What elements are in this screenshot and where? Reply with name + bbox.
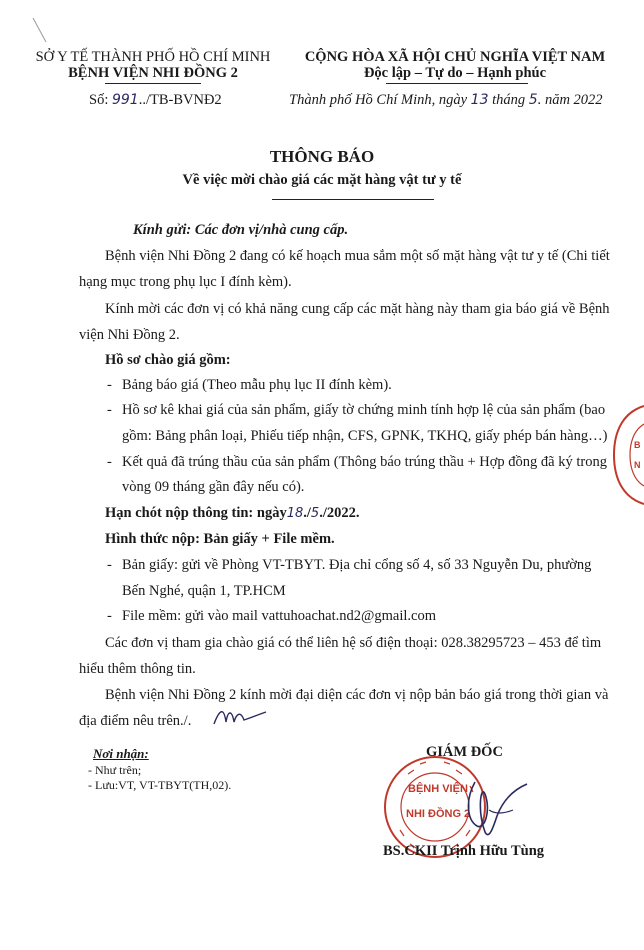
recipient-1: - Như trên;: [88, 763, 142, 777]
hospital-name: BỆNH VIỆN NHI ĐỒNG 2: [68, 65, 238, 81]
paragraph-1-line-2: hạng mục trong phụ lục I đính kèm).: [79, 274, 292, 290]
svg-text:B: B: [634, 440, 641, 450]
notice-title: THÔNG BÁO: [269, 147, 375, 166]
stamp-text-line-2: NHI ĐỒNG 2: [406, 808, 471, 820]
submission-method-heading: Hình thức nộp: Bản giấy + File mềm.: [105, 531, 335, 547]
closing-line-1: Bệnh viện Nhi Đồng 2 kính mời đại diện các đơn vị nộp bản báo giá trong thời gian và: [105, 687, 609, 703]
dossier-bullet-2: -: [107, 402, 112, 418]
country-name: CỘNG HÒA XÃ HỘI CHỦ NGHĨA VIỆT NAM: [304, 49, 606, 65]
paragraph-2-line-1: Kính mời các đơn vị có khả năng cung cấp các mặt hàng này tham gia báo giá về Bệnh: [105, 301, 610, 317]
hospital-underline: [105, 83, 201, 84]
method-bullet-2: -: [107, 608, 112, 624]
dossier-item-3-line-1: Kết quả đã trúng thầu của sản phẩm (Thông báo trúng thầu + Hợp đồng đã ký trong: [122, 454, 607, 470]
year-label: . năm 2022: [537, 92, 603, 108]
recipient-2: - Lưu:VT, VT-TBYT(TH,02).: [88, 778, 232, 792]
number-handwritten: 991: [111, 92, 139, 108]
dossier-item-1: Bảng báo giá (Theo mẫu phụ lục II đính kèm).: [122, 377, 392, 393]
document-number: [89, 92, 222, 109]
dossier-heading: Hồ sơ chào giá gồm:: [105, 352, 231, 368]
place-date-prefix: Thành phố Hồ Chí Minh, ngày: [289, 92, 468, 108]
place-date: [289, 92, 603, 109]
scan-mark: [30, 16, 50, 46]
deadline-suffix: ./2022.: [319, 505, 360, 521]
dossier-item-2-line-2: gồm: Bảng phân loại, Phiếu tiếp nhận, CFS, GPNK, TKHQ, giấy phép bán hàng…): [122, 428, 608, 444]
deadline-sep: ./: [303, 505, 311, 521]
dossier-item-3-line-2: vòng 09 tháng gần đây nếu có).: [122, 479, 305, 495]
paragraph-2-line-2: viện Nhi Đồng 2.: [79, 327, 180, 343]
director-title: GIÁM ĐỐC: [426, 744, 503, 760]
month-handwritten: 5: [528, 92, 538, 108]
dossier-item-2-line-1: Hồ sơ kê khai giá của sản phẩm, giấy tờ chứng minh tính hợp lệ của sản phẩm (bao: [122, 402, 606, 418]
number-prefix: Số:: [89, 92, 109, 108]
dossier-bullet-3: -: [107, 454, 112, 470]
method-item-1-line-1: Bản giấy: gửi về Phòng VT-TBYT. Địa chỉ cổng số 4, số 33 Nguyễn Du, phường: [122, 557, 592, 573]
edge-stamp: [608, 400, 644, 510]
director-name: BS.CKII Trịnh Hữu Tùng: [383, 843, 545, 859]
subject-underline: [272, 199, 434, 200]
national-motto: Độc lập – Tự do – Hạnh phúc: [363, 65, 547, 81]
number-suffix: ../TB-BVNĐ2: [138, 92, 222, 108]
deadline-prefix: Hạn chót nộp thông tin: ngày: [105, 505, 287, 521]
paragraph-1-line-1: Bệnh viện Nhi Đồng 2 đang có kế hoạch mua sắm một số mặt hàng vật tư y tế (Chi tiết: [105, 248, 610, 264]
initial-signature: [210, 702, 270, 732]
contact-line-2: hiểu thêm thông tin.: [79, 661, 196, 677]
method-item-2: File mềm: gửi vào mail vattuhoachat.nd2@gmail.com: [122, 608, 436, 624]
director-signature: [455, 770, 535, 850]
deadline-day: 18: [286, 506, 304, 521]
month-label: tháng: [492, 92, 526, 108]
method-item-1-line-2: Bến Nghé, quận 1, TP.HCM: [122, 583, 286, 599]
dossier-bullet-1: -: [107, 377, 112, 393]
day-handwritten: 13: [470, 92, 489, 108]
motto-underline: [386, 83, 528, 84]
notice-subject: Về việc mời chào giá các mặt hàng vật tư y tế: [182, 172, 462, 188]
closing-line-2: địa điểm nêu trên./.: [79, 713, 192, 729]
recipients-heading: Nơi nhận:: [93, 746, 149, 761]
deadline-month: 5: [310, 506, 320, 521]
contact-line-1: Các đơn vị tham gia chào giá có thể liên hệ số điện thoại: 028.38295723 – 453 để tìm: [105, 635, 602, 651]
method-bullet-1: -: [107, 557, 112, 573]
stamp-text-line-1: BỆNH VIỆN: [408, 783, 468, 795]
ministry-name: SỞ Y TẾ THÀNH PHỐ HỒ CHÍ MINH: [35, 49, 271, 65]
deadline: [105, 505, 359, 522]
salutation: Kính gửi: Các đơn vị/nhà cung cấp.: [133, 222, 349, 238]
svg-text:N: N: [634, 460, 641, 470]
